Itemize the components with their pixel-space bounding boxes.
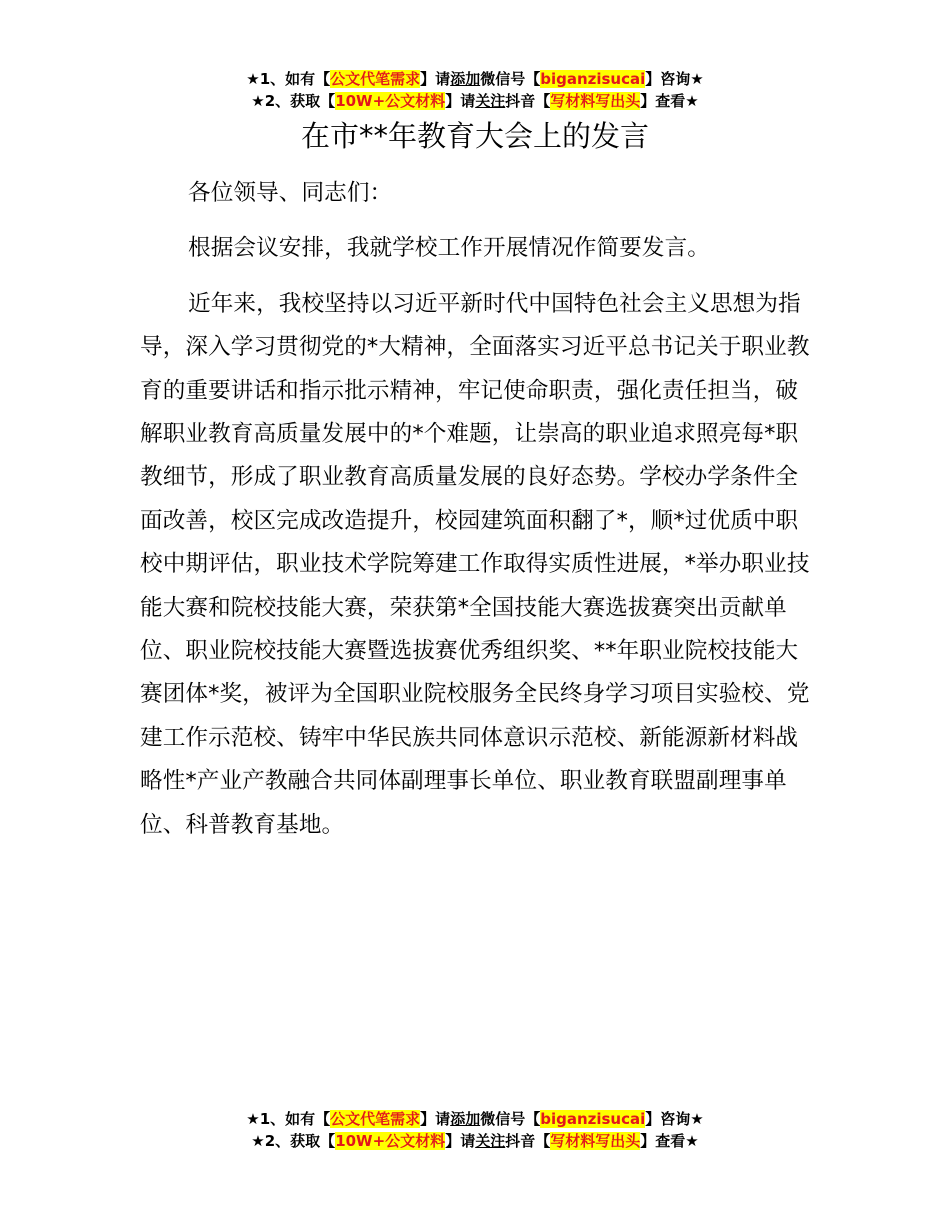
banner-highlight: 10W+公文材料 xyxy=(335,1132,446,1150)
banner-highlight: 公文代笔需求 xyxy=(330,70,421,88)
banner-text: ★2、获取【 xyxy=(251,92,336,110)
banner-underline: 添加 xyxy=(450,70,481,88)
banner-line-2 xyxy=(0,1130,950,1152)
paragraph-main: 近年来，我校坚持以习近平新时代中国特色社会主义思想为指导，深入学习贯彻党的*大精神，全面落实习近平总书记关于职业教育的重要讲话和指示批示精神，牢记使命职责，强化责任担当，破解职业教育高质量发展中的*个难题，让崇高的职业追求照亮每*职教细节，形成了职业教育高质量发展的良好态势。学校办学条件全面改善，校区完成改造提升，校园建筑面积翻了*，顺*过优质中职校中期评估，职业技术学院筹建工作取得实质性进展，*举办职业技能大赛和院校技能大赛，荣获第*全国技能大赛选拔赛突出贡献单位、职业院校技能大赛暨选拔赛优秀组织奖、**年职业院校技能大赛团体*奖，被评为全国职业院校服务全民终身学习项目实验校、党建工作示范校、铸牢中华民族共同体意识示范校、新能源新材料战略性*产业产教融合共同体副理事长单位、职业教育联盟副理事单位、科普教育基地。 xyxy=(140,290,810,838)
banner-text: 】咨询★ xyxy=(645,1110,704,1128)
banner-text: ★1、如有【 xyxy=(246,70,331,88)
banner-text: 抖音【 xyxy=(505,1132,551,1150)
banner-text: 】查看★ xyxy=(640,92,699,110)
paragraph-intro: 根据会议安排，我就学校工作开展情况作简要发言。 xyxy=(188,235,710,262)
banner-text: 】咨询★ xyxy=(645,70,704,88)
banner-text: ★1、如有【 xyxy=(246,1110,331,1128)
banner-text: 抖音【 xyxy=(505,92,551,110)
banner-highlight: 写材料写出头 xyxy=(550,92,641,110)
banner-highlight: 写材料写出头 xyxy=(550,1132,641,1150)
banner-text: 】查看★ xyxy=(640,1132,699,1150)
banner-line-1 xyxy=(0,1108,950,1130)
banner-text: 】请 xyxy=(420,1110,451,1128)
banner-text: 】请 xyxy=(445,1132,476,1150)
banner-underline: 关注 xyxy=(475,92,506,110)
banner-text: ★2、获取【 xyxy=(251,1132,336,1150)
banner-highlight: biganzisucai xyxy=(540,70,646,88)
document-title: 在市**年教育大会上的发言 xyxy=(300,119,649,153)
banner-highlight: 10W+公文材料 xyxy=(335,92,446,110)
banner-line-1 xyxy=(0,68,950,90)
banner-highlight: biganzisucai xyxy=(540,1110,646,1128)
header-banner xyxy=(0,68,950,112)
banner-text: 微信号【 xyxy=(480,70,541,88)
banner-line-2 xyxy=(0,90,950,112)
banner-text: 微信号【 xyxy=(480,1110,541,1128)
footer-banner xyxy=(0,1108,950,1152)
banner-underline: 关注 xyxy=(475,1132,506,1150)
banner-text: 】请 xyxy=(445,92,476,110)
banner-text: 】请 xyxy=(420,70,451,88)
banner-underline: 添加 xyxy=(450,1110,481,1128)
document-body xyxy=(140,172,820,859)
salutation: 各位领导、同志们： xyxy=(188,180,393,206)
banner-highlight: 公文代笔需求 xyxy=(330,1110,421,1128)
